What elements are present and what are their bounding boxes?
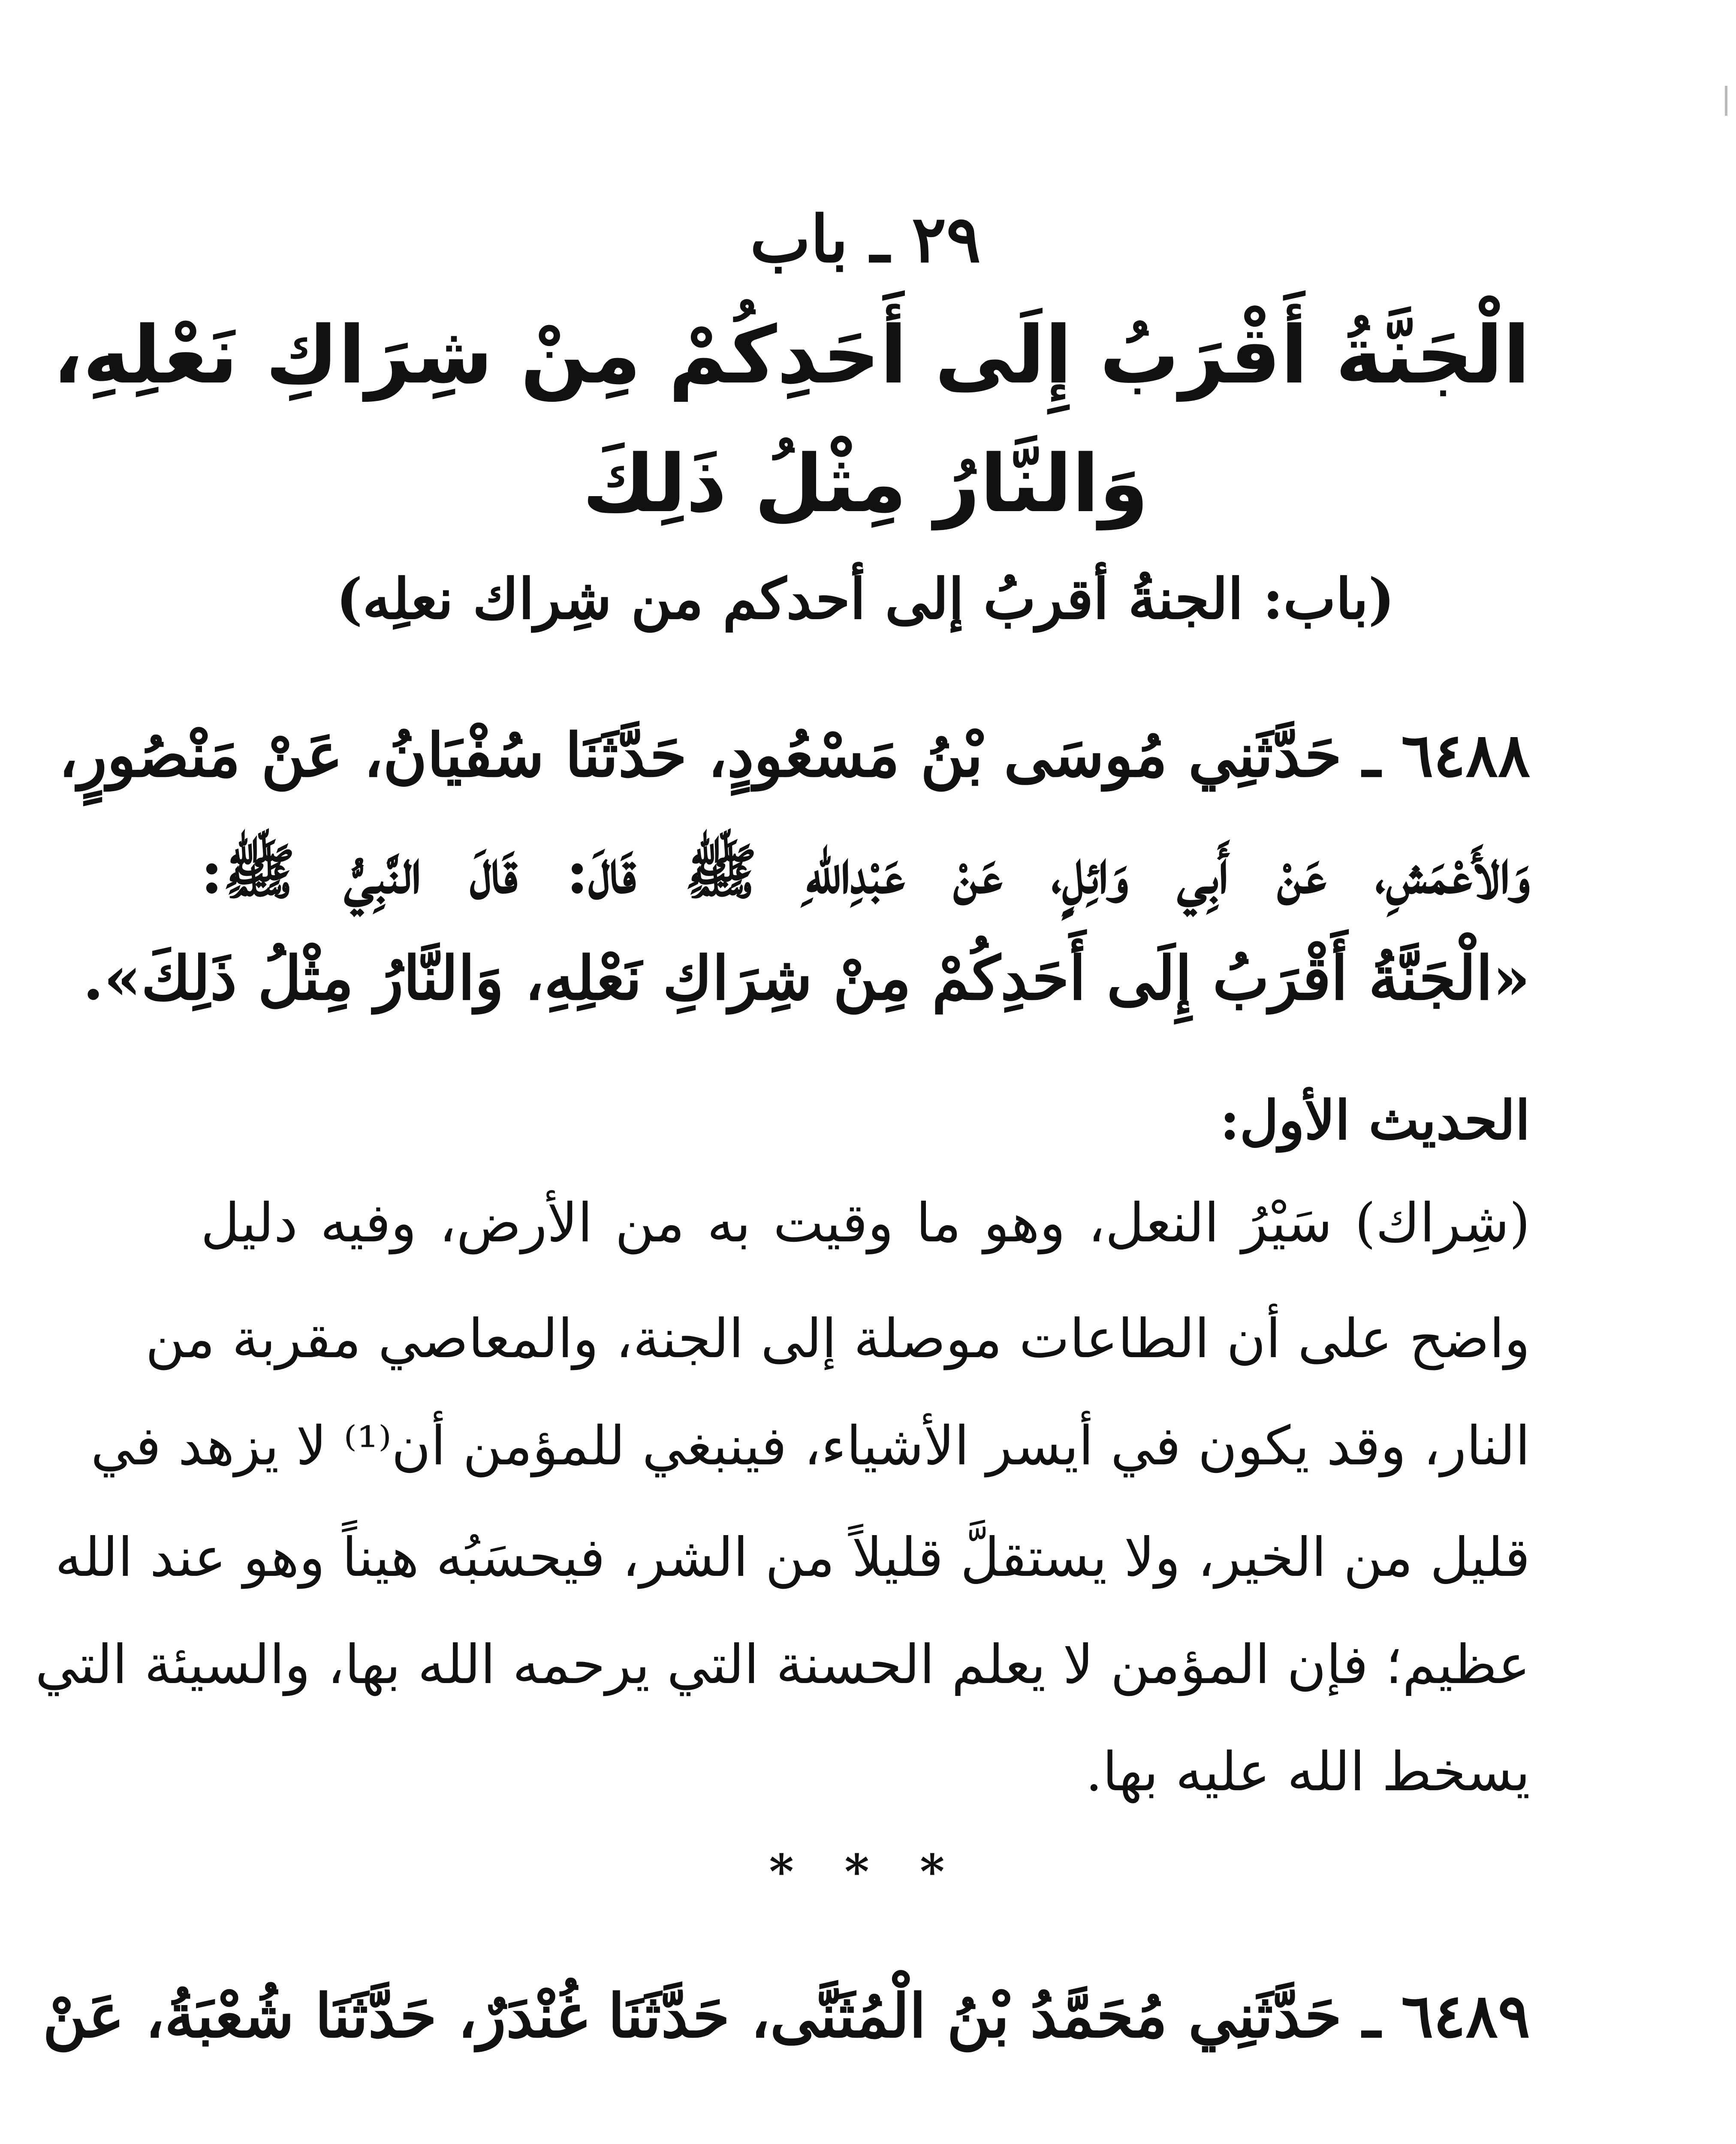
commentary-heading: الحديث الأول: <box>1220 1089 1530 1152</box>
scan-edge-mark <box>1725 86 1727 116</box>
hadith-6488-line-1: ٦٤٨٨ ـ حَدَّثَنِي مُوسَى بْنُ مَسْعُودٍ، حَدَّثَنَا سُفْيَانُ، عَنْ مَنْصُورٍ، <box>58 720 1530 791</box>
commentary-line-4: قليل من الخير، ولا يستقلَّ قليلاً من الشر، فيحسَبُه هيناً وهو عند الله <box>55 1527 1530 1589</box>
commentary-line-5: عظيم؛ فإن المؤمن لا يعلم الحسنة التي يرحمه الله بها، والسيئة التي <box>35 1634 1530 1696</box>
chapter-title-line-1: الْجَنَّةُ أَقْرَبُ إِلَى أَحَدِكُمْ مِنْ شِرَاكِ نَعْلِهِ، <box>52 309 1530 401</box>
hadith-6488-line-3: «الْجَنَّةُ أَقْرَبُ إِلَى أَحَدِكُمْ مِنْ شِرَاكِ نَعْلِهِ، وَالنَّارُ مِثْلُ ذَلِكَ». <box>83 943 1530 1014</box>
hadith-6489-line-1: ٦٤٨٩ ـ حَدَّثَنِي مُحَمَّدُ بْنُ الْمُثَنَّى، حَدَّثَنَا غُنْدَرٌ، حَدَّثَنَا شُعْبَةُ، عَنْ <box>42 1981 1530 2051</box>
commentary-line-3: النار، وقد يكون في أيسر الأشياء، فينبغي للمؤمن أن⁽¹⁾ لا يزهد في <box>90 1415 1530 1477</box>
section-separator: * * * <box>769 1844 962 1899</box>
chapter-subtitle: (باب: الجنةُ أقربُ إلى أحدكم من شِراك نعلِه) <box>336 566 1395 632</box>
chapter-number: ٢٩ ـ باب <box>750 202 981 277</box>
commentary-line-2: واضح على أن الطاعات موصلة إلى الجنة، والمعاصي مقربة من <box>145 1308 1530 1370</box>
chapter-title-line-2: وَالنَّارُ مِثْلُ ذَلِكَ <box>582 437 1149 530</box>
hadith-6488-line-2: وَالأَعْمَشِ، عَنْ أَبِي وَائِلٍ، عَنْ عَبْدِاللهِ ﷺ قَالَ: قَالَ النَّبِيُّ ﷺ: <box>201 837 1530 907</box>
commentary-line-1: (شِراك) سَيْرُ النعل، وهو ما وقيت به من الأرض، وفيه دليل <box>201 1192 1530 1254</box>
commentary-line-6: يسخط الله عليه بها. <box>1085 1741 1530 1803</box>
